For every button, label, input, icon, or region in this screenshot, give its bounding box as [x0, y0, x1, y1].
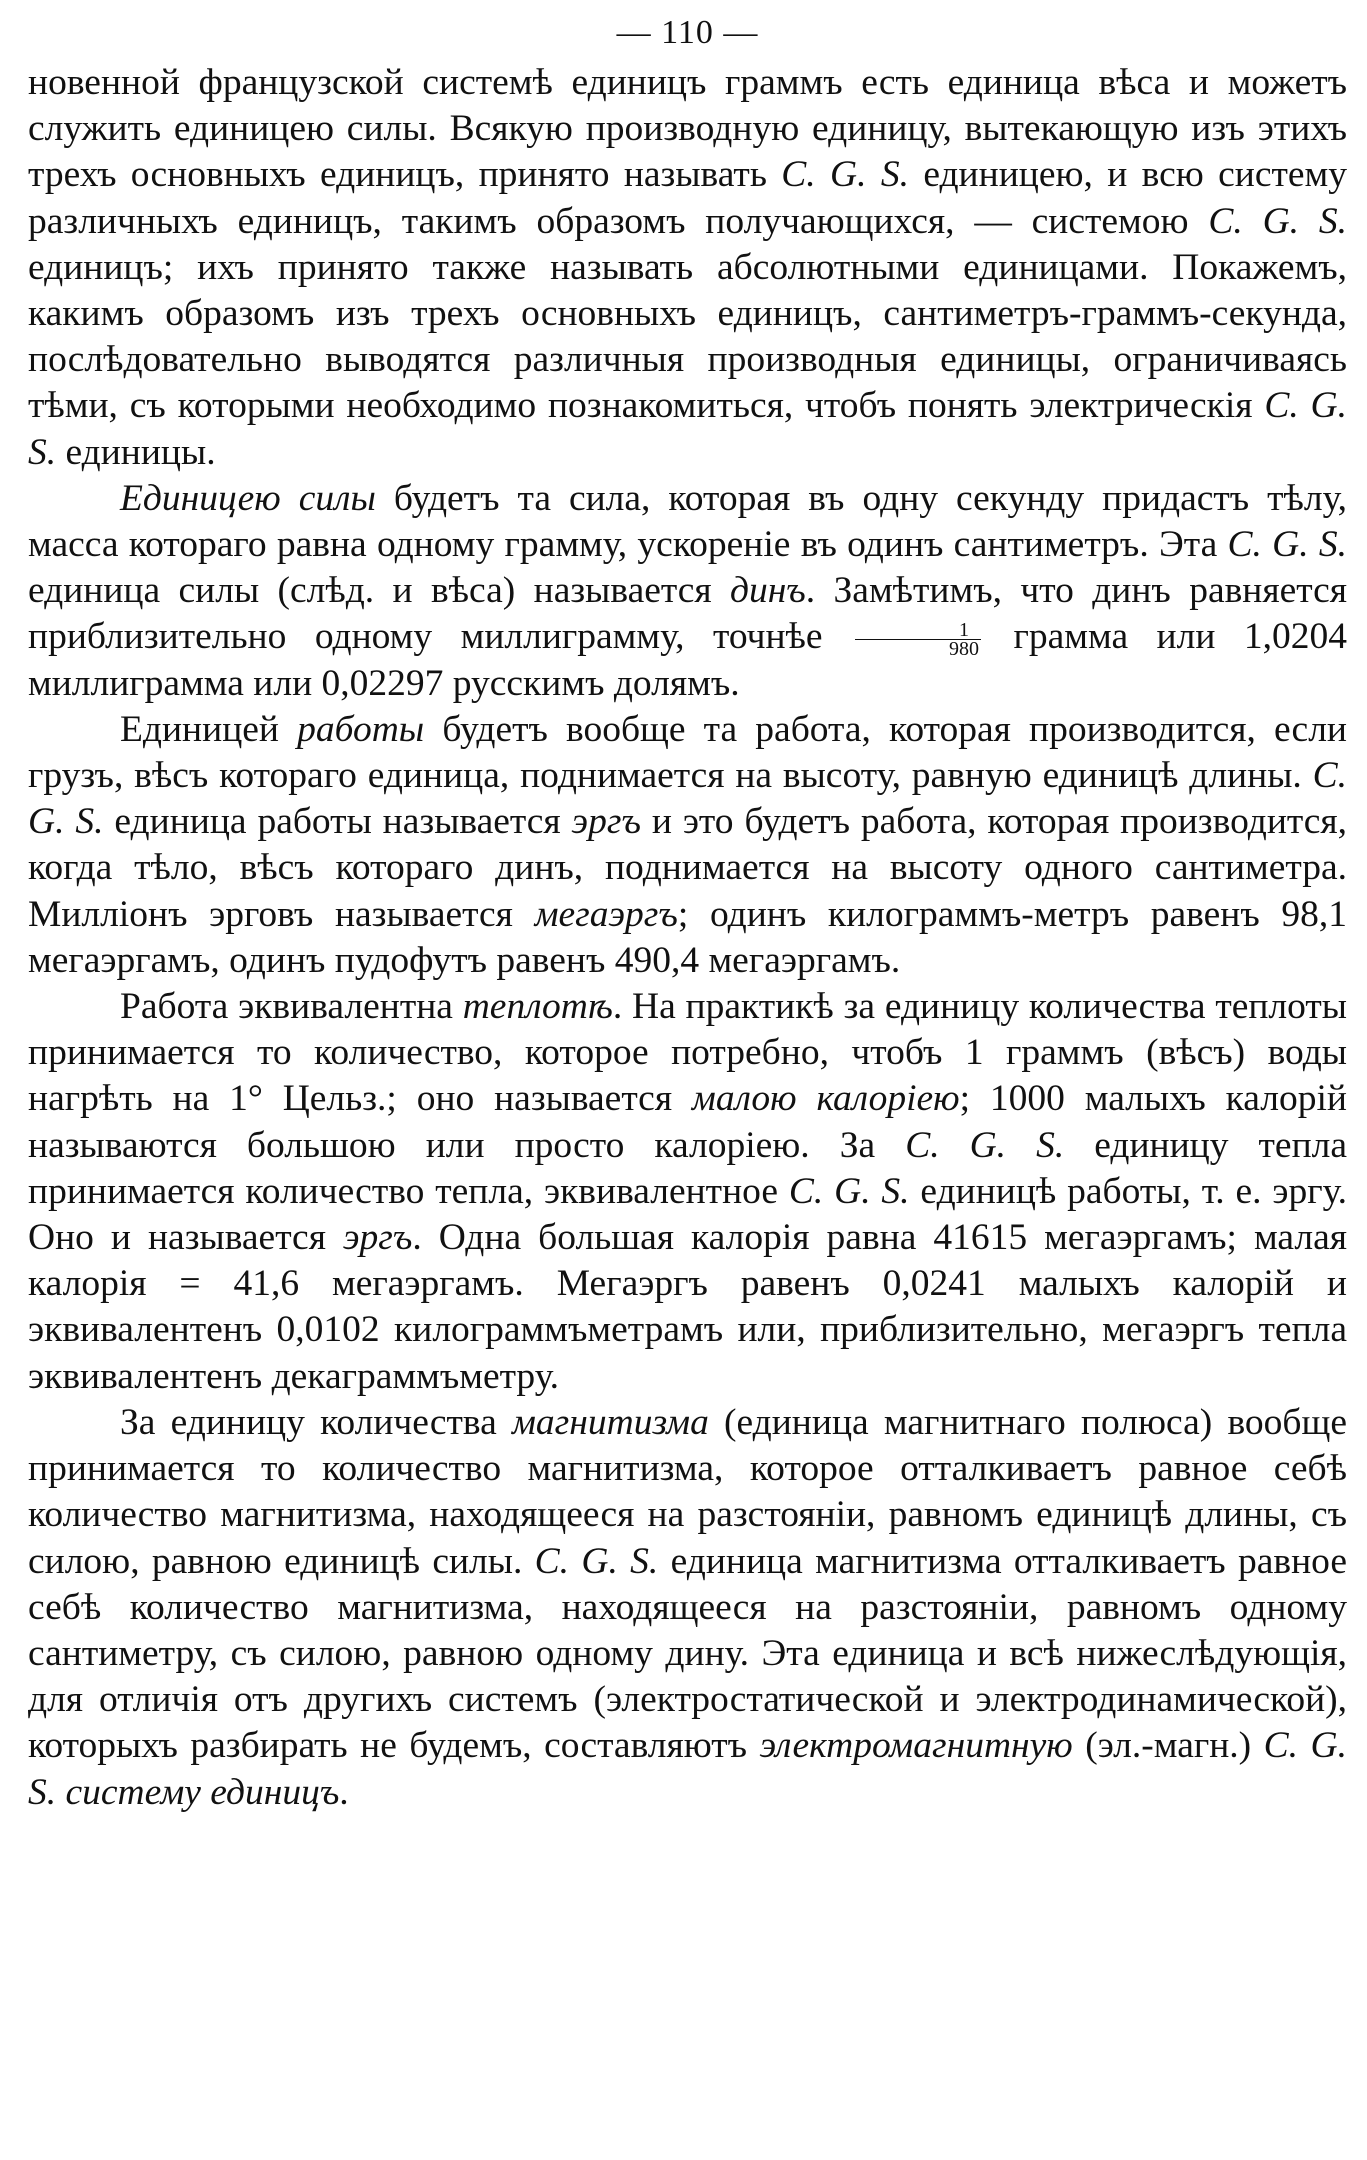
fraction-numerator: 1	[855, 621, 981, 640]
fraction	[855, 619, 981, 661]
text-run: единицу тепла принимается количество тепла, эквивалентное	[28, 1124, 1347, 1212]
text-run: единица работы называется	[103, 801, 572, 843]
text-run: (эл.-магн.)	[1072, 1725, 1264, 1767]
paragraph	[28, 1400, 1347, 1816]
italic-term: C. G. S.	[788, 1170, 910, 1212]
italic-term: теплотѣ	[462, 986, 613, 1028]
text-run: За единицу количества	[120, 1401, 512, 1443]
italic-term: магнитизма	[511, 1401, 709, 1443]
italic-term: C. G. S.	[905, 1124, 1065, 1166]
italic-term: малою калоріею	[691, 1078, 960, 1120]
italic-term: эргъ	[571, 801, 641, 843]
text-run: .	[339, 1771, 349, 1813]
text-run: единицы.	[56, 431, 216, 473]
text-run: и это будетъ работа, которая производится, когда тѣло, вѣсъ котораго динъ, поднимается на высоту одного сантиметра. Милліонъ эрговъ называется	[28, 801, 1347, 935]
text-run: единица силы (слѣд. и вѣса) называется	[28, 570, 730, 612]
italic-term: C. G. S.	[781, 154, 909, 196]
text-run: . Замѣтимъ, что динъ равняется приблизительно одному миллиграмму, точнѣе	[28, 570, 1347, 658]
page-number: — 110 —	[616, 14, 759, 51]
text-run: грамма или 1,0204 миллиграмма или 0,02297 русскимъ долямъ.	[28, 616, 1347, 704]
text-run: Работа эквивалентна	[120, 986, 463, 1028]
italic-term: C. G. S.	[534, 1540, 659, 1582]
italic-term: C. G. S.	[1208, 200, 1348, 242]
text-run: новенной французской системѣ единицъ граммъ есть единица вѣса и можетъ служить единицею силы. Всякую производную единицу, вытекающую изъ этихъ трехъ основныхъ единицъ, принято называть	[28, 62, 1347, 196]
paragraph	[28, 60, 1347, 476]
text-run: будетъ вообще та работа, которая производится, если грузъ, вѣсъ котораго единица, поднимается на высоту, равную единицѣ длины.	[28, 708, 1347, 797]
text-run: ; 1000 малыхъ калорій называются большою или просто калоріею. За	[28, 1078, 1347, 1166]
text-run: будетъ та сила, которая въ одну секунду придастъ тѣлу, масса котораго равна одному грамму, ускореніе въ одинъ сантиметръ. Эта	[28, 477, 1348, 566]
paragraph	[28, 984, 1347, 1400]
paragraph	[28, 476, 1347, 707]
paragraph	[28, 707, 1347, 984]
text-run: единицѣ работы, т. е. эргу. Оно и называется	[28, 1170, 1347, 1259]
italic-term: эргъ	[342, 1217, 413, 1259]
italic-term: C. G. S. систему единицъ	[28, 1725, 1347, 1813]
italic-term: C. G. S.	[28, 385, 1347, 473]
text-run: единица магнитизма отталкиваетъ равное себѣ количество магнитизма, находящееся на разстояніи, равномъ одному сантиметру, съ силою, равною одному дину. Эта единица и всѣ нижеслѣдующія, для отличія отъ другихъ системъ (электростатической и электродинамической), которыхъ разбирать не будемъ, составляютъ	[28, 1540, 1348, 1767]
text-run: (единица магнитнаго полюса) вообще принимается то количество магнитизма, которое отталкиваетъ равное себѣ количество магнитизма, находящееся на разстояніи, равномъ единицѣ длины, съ силою, равною единицѣ силы.	[28, 1401, 1348, 1582]
text-run: . На практикѣ за единицу количества теплоты принимается то количество, которое потребно, чтобъ 1 граммъ (вѣсъ) воды нагрѣть на 1° Цельз.; оно называется	[28, 986, 1347, 1120]
italic-term: электромагнитную	[759, 1725, 1073, 1767]
text-run: Единицей	[120, 708, 298, 750]
italic-term: мегаэргъ	[534, 893, 678, 935]
italic-term: динъ	[729, 570, 806, 612]
fraction-denominator: 980	[949, 638, 980, 661]
italic-term: работы	[297, 708, 425, 750]
body-text	[28, 60, 1347, 1816]
text-run: . Одна большая калорія равна 41615 мегаэргамъ; малая калорія = 41,6 мегаэргамъ. Мегаэргъ равенъ 0,0241 малыхъ калорій и эквивалентенъ 0,0102 килограммъметрамъ или, приблизительно, мегаэргъ тепла эквивалентенъ декаграммъметру.	[28, 1217, 1347, 1397]
text-run: ; одинъ килограммъ-метръ равенъ 98,1 мегаэргамъ, одинъ пудофутъ равенъ 490,4 мегаэргамъ.	[28, 893, 1347, 981]
italic-term: C. G. S.	[28, 755, 1347, 843]
text-run: единицъ; ихъ принято также называть абсолютными единицами. Покажемъ, какимъ образомъ изъ трехъ основныхъ единицъ, сантиметръ-граммъ-секунда, послѣдовательно выводятся различныя производныя единицы, ограничиваясь тѣми, съ которыми необходимо познакомиться, чтобъ понять электрическія	[28, 246, 1347, 427]
italic-term: Единицею силы	[120, 477, 376, 519]
italic-term: C. G. S.	[1227, 524, 1347, 566]
text-run: единицею, и всю систему различныхъ единицъ, такимъ образомъ получающихся, — системою	[28, 154, 1348, 242]
